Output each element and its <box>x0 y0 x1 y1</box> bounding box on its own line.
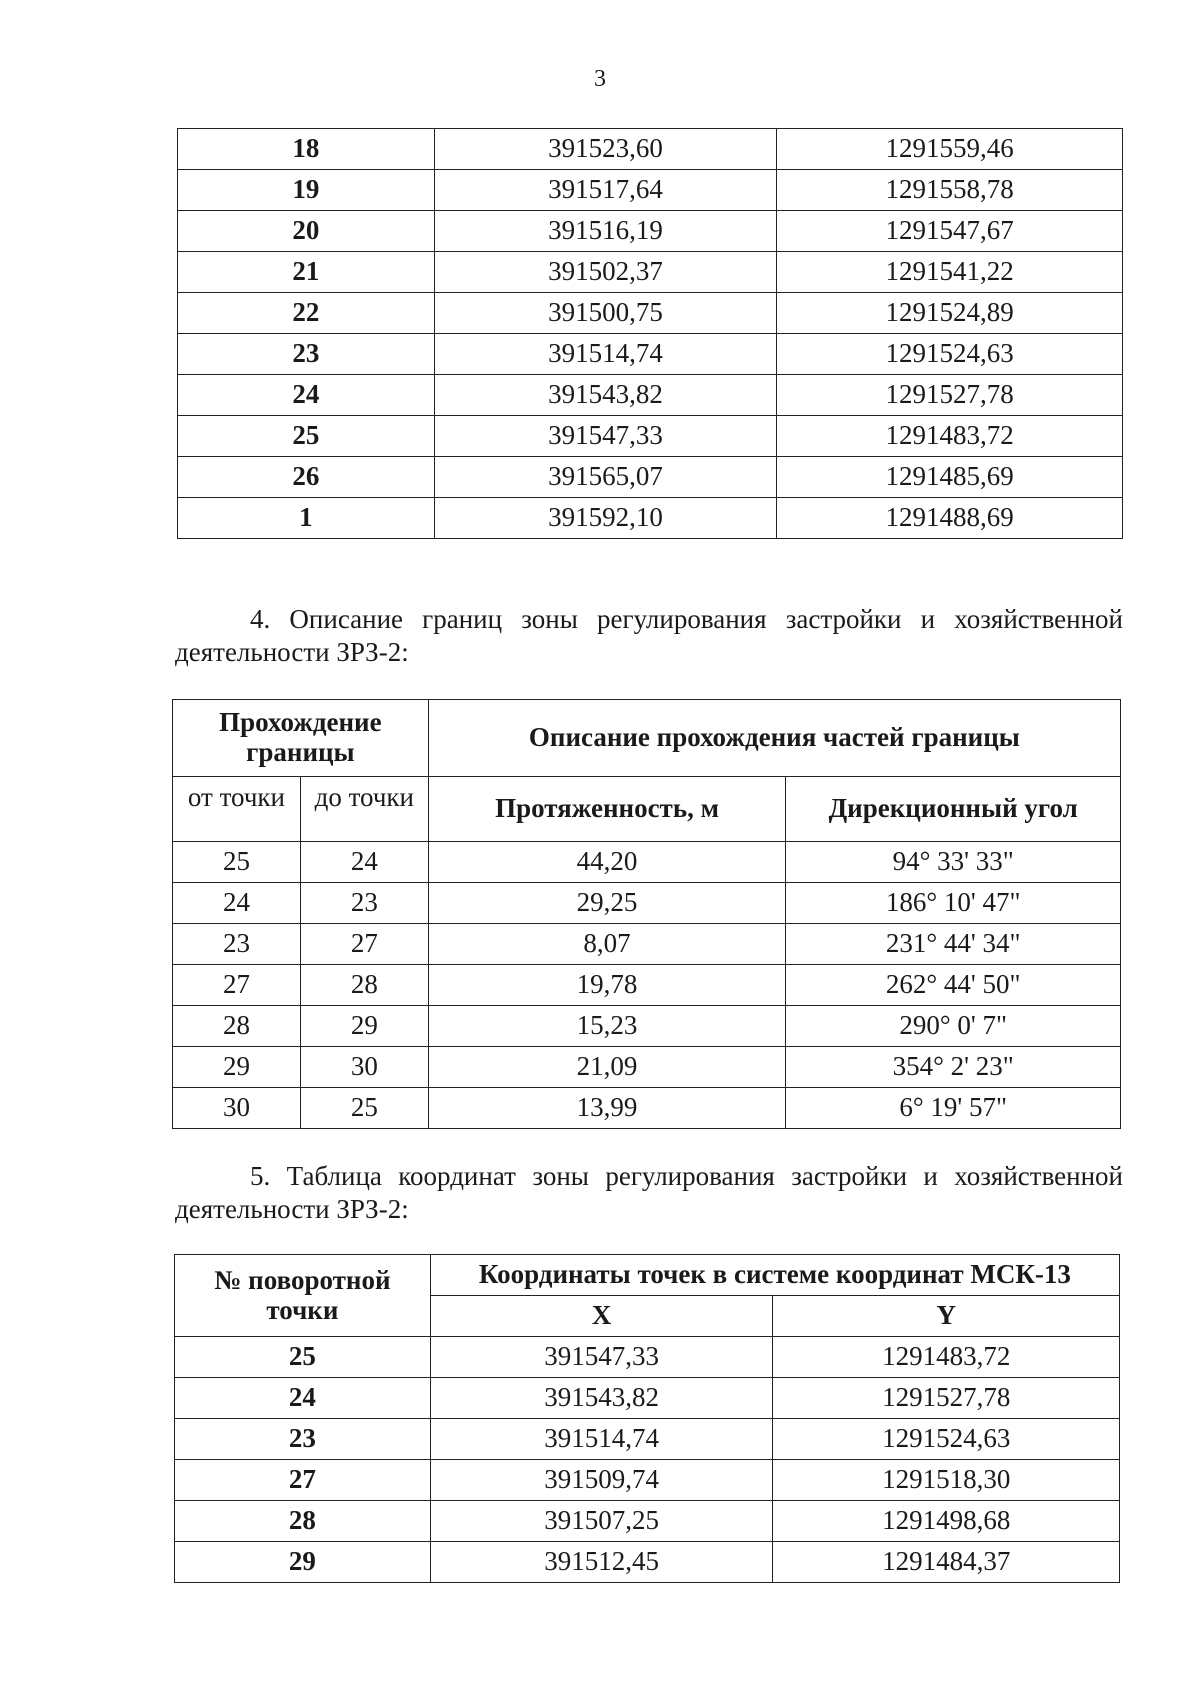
from-point: 27 <box>173 965 301 1006</box>
length: 21,09 <box>428 1047 786 1088</box>
y-coordinate: 1291485,69 <box>777 457 1123 498</box>
direction-angle: 290° 0' 7" <box>786 1006 1121 1047</box>
table-row <box>178 252 1123 293</box>
length: 19,78 <box>428 965 786 1006</box>
y-coordinate: 1291527,78 <box>777 375 1123 416</box>
y-coordinate: 1291484,37 <box>773 1542 1120 1583</box>
direction-angle: 262° 44' 50" <box>786 965 1121 1006</box>
y-coordinate: 1291527,78 <box>773 1378 1120 1419</box>
x-coordinate: 391514,74 <box>430 1419 773 1460</box>
x-coordinate: 391516,19 <box>434 211 777 252</box>
page-number: 3 <box>594 66 606 92</box>
x-coordinate: 391592,10 <box>434 498 777 539</box>
table-row <box>173 883 1121 924</box>
x-coordinate: 391512,45 <box>430 1542 773 1583</box>
header-length: Протяженность, м <box>428 777 786 842</box>
length: 44,20 <box>428 842 786 883</box>
direction-angle: 94° 33' 33" <box>786 842 1121 883</box>
from-point: 29 <box>173 1047 301 1088</box>
y-coordinate: 1291524,63 <box>777 334 1123 375</box>
x-coordinate: 391502,37 <box>434 252 777 293</box>
table-row <box>175 1501 1120 1542</box>
table-row <box>175 1337 1120 1378</box>
length: 8,07 <box>428 924 786 965</box>
header-direction-angle: Дирекционный угол <box>786 777 1121 842</box>
table-row <box>173 965 1121 1006</box>
x-coordinate: 391509,74 <box>430 1460 773 1501</box>
direction-angle: 6° 19' 57" <box>786 1088 1121 1129</box>
point-number: 24 <box>178 375 435 416</box>
y-coordinate: 1291524,63 <box>773 1419 1120 1460</box>
from-point: 25 <box>173 842 301 883</box>
point-number: 26 <box>178 457 435 498</box>
x-coordinate: 391507,25 <box>430 1501 773 1542</box>
from-point: 30 <box>173 1088 301 1129</box>
point-number: 27 <box>175 1460 431 1501</box>
table-row <box>175 1460 1120 1501</box>
to-point: 30 <box>300 1047 428 1088</box>
y-coordinate: 1291498,68 <box>773 1501 1120 1542</box>
header-y: Y <box>773 1296 1120 1337</box>
x-coordinate: 391565,07 <box>434 457 777 498</box>
x-coordinate: 391547,33 <box>430 1337 773 1378</box>
header-x: X <box>430 1296 773 1337</box>
point-number: 25 <box>175 1337 431 1378</box>
header-from-point: от точки <box>173 777 301 842</box>
direction-angle: 354° 2' 23" <box>786 1047 1121 1088</box>
from-point: 24 <box>173 883 301 924</box>
length: 13,99 <box>428 1088 786 1129</box>
y-coordinate: 1291524,89 <box>777 293 1123 334</box>
x-coordinate: 391517,64 <box>434 170 777 211</box>
boundary-description-table <box>172 699 1121 1129</box>
y-coordinate: 1291559,46 <box>777 129 1123 170</box>
table-row <box>178 170 1123 211</box>
point-number: 19 <box>178 170 435 211</box>
y-coordinate: 1291518,30 <box>773 1460 1120 1501</box>
table-row <box>178 129 1123 170</box>
y-coordinate: 1291483,72 <box>773 1337 1120 1378</box>
x-coordinate: 391514,74 <box>434 334 777 375</box>
table-row <box>173 1006 1121 1047</box>
to-point: 24 <box>300 842 428 883</box>
point-number: 1 <box>178 498 435 539</box>
point-number: 29 <box>175 1542 431 1583</box>
point-number: 18 <box>178 129 435 170</box>
length: 15,23 <box>428 1006 786 1047</box>
coordinates-table-continued <box>177 128 1123 539</box>
point-number: 23 <box>175 1419 431 1460</box>
to-point: 29 <box>300 1006 428 1047</box>
from-point: 23 <box>173 924 301 965</box>
y-coordinate: 1291483,72 <box>777 416 1123 457</box>
to-point: 27 <box>300 924 428 965</box>
zrz2-coordinates-table <box>174 1254 1120 1583</box>
header-to-point: до точки <box>300 777 428 842</box>
x-coordinate: 391500,75 <box>434 293 777 334</box>
point-number: 25 <box>178 416 435 457</box>
direction-angle: 186° 10' 47" <box>786 883 1121 924</box>
table-row <box>175 1542 1120 1583</box>
to-point: 23 <box>300 883 428 924</box>
table-row <box>178 498 1123 539</box>
table-row <box>178 457 1123 498</box>
y-coordinate: 1291547,67 <box>777 211 1123 252</box>
from-point: 28 <box>173 1006 301 1047</box>
length: 29,25 <box>428 883 786 924</box>
point-number: 28 <box>175 1501 431 1542</box>
y-coordinate: 1291488,69 <box>777 498 1123 539</box>
section-4-heading: 4. Описание границ зоны регулирования застройки и хозяйственной деятельности ЗРЗ-2: <box>175 604 1123 667</box>
table-row <box>178 375 1123 416</box>
table-row <box>178 293 1123 334</box>
table-row <box>175 1419 1120 1460</box>
table-row <box>173 1088 1121 1129</box>
table-row <box>178 211 1123 252</box>
table-row <box>175 1378 1120 1419</box>
table-row <box>173 1047 1121 1088</box>
x-coordinate: 391523,60 <box>434 129 777 170</box>
table-row <box>173 924 1121 965</box>
point-number: 22 <box>178 293 435 334</box>
point-number: 21 <box>178 252 435 293</box>
direction-angle: 231° 44' 34" <box>786 924 1121 965</box>
header-boundary-description: Описание прохождения частей границы <box>428 700 1120 777</box>
x-coordinate: 391543,82 <box>430 1378 773 1419</box>
point-number: 20 <box>178 211 435 252</box>
table-row <box>178 416 1123 457</box>
y-coordinate: 1291558,78 <box>777 170 1123 211</box>
header-boundary-passage: Прохождение границы <box>173 700 429 777</box>
y-coordinate: 1291541,22 <box>777 252 1123 293</box>
header-coordinate-system: Координаты точек в системе координат МСК-13 <box>430 1255 1119 1296</box>
to-point: 25 <box>300 1088 428 1129</box>
section-5-heading: 5. Таблица координат зоны регулирования застройки и хозяйственной деятельности ЗРЗ-2: <box>175 1161 1123 1224</box>
to-point: 28 <box>300 965 428 1006</box>
point-number: 23 <box>178 334 435 375</box>
table-row <box>178 334 1123 375</box>
x-coordinate: 391547,33 <box>434 416 777 457</box>
header-turning-point: № поворотной точки <box>175 1255 431 1337</box>
point-number: 24 <box>175 1378 431 1419</box>
x-coordinate: 391543,82 <box>434 375 777 416</box>
table-row <box>173 842 1121 883</box>
